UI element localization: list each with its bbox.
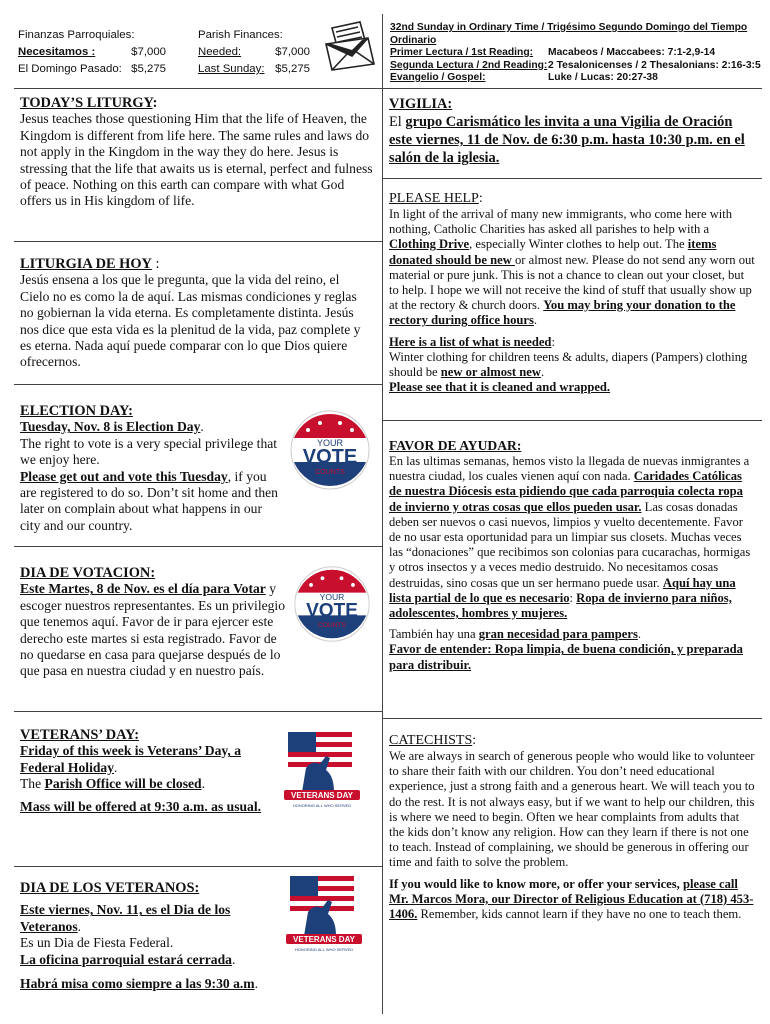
ayudar-title: FAVOR DE AYUDAR: <box>389 438 522 453</box>
election-body: The right to vote is a very special privilege that we enjoy here. <box>20 435 278 468</box>
section-dia-de-los-veteranos: DIA DE LOS VETERANOS: Este viernes, Nov. 11, es el Dia de los Veteranos. Es un Dia de Fiesta Federal. La oficina parroquial estará cerrada. Habrá misa como siempre a las 9:30 a.m. <box>20 880 282 992</box>
veterans-title: VETERANS’ DAY: <box>20 727 140 743</box>
section-vigilia: VIGILIA: El grupo Carismático les invita a una Vigilia de Oración este viernes, 11 de Nov. de 6:30 p.m. hasta 10:30 p.m. en el salón de la iglesia. <box>389 95 755 167</box>
section-please-help: PLEASE HELP: In light of the arrival of many new immigrants, who come here with nothing, Catholic Charities has asked all parishes to help with a Clothing Drive, especially Winter clothes to help out. The items donated should be new or almost new. Please do not send any worn out material or pure junk. This is not a chance to clean out your closet, but to help. I hope we will not receive the kind of stuff that usually show up at the rectory & church doors. You may bring your donation to the rectory during office hours. Here is a list of what is needed: Winter clothing for children teens & adults, diapers (Pampers) clothing should be new or almost new. Please see that it is cleaned and wrapped. <box>389 190 757 395</box>
veteranos-title: DIA DE LOS VETERANOS: <box>20 880 200 896</box>
svg-text:COUNTS: COUNTS <box>317 621 347 629</box>
catechists-title: CATECHISTS <box>389 733 473 748</box>
ayudar-entender: Favor de entender: Ropa limpia, de buena condición, y preparada para distribuir. <box>389 642 743 672</box>
section-catechists: CATECHISTS: We are always in search of generous people who would like to volunteer to share their faith with our children. You don’t need educational experience, just a strong faith and a generous heart. We will teach you to do the rest. It is not always easy, but if we want to help our children, this is where we need to begin. Often we hear complaints from adults that the kids don’t know any religion. How can they learn if there is not one to teach. Instead of complaining, we should be generous in offering our time and faith to solve the problem. If you would like to know more, or offer your services, please call Mr. Marcos Mora, our Director of Religious Education at (718) 453-1406. Remember, kids cannot learn if they have no one to teach them. <box>389 733 755 922</box>
ayudar-pampers: gran necesidad para pampers <box>478 627 638 642</box>
votacion-date: Este Martes, 8 de Nov. es el día para Votar <box>20 581 266 597</box>
svg-text:HONORING ALL WHO SERVED: HONORING ALL WHO SERVED <box>292 803 352 808</box>
reading-row <box>390 72 762 85</box>
svg-text:YOUR: YOUR <box>316 438 344 448</box>
svg-text:VOTE: VOTE <box>306 600 358 622</box>
vigilia-body: grupo Carismático les invita a una Vigilia de Oración este viernes, 11 de Nov. de 6:30 p.m. hasta 10:30 p.m. en el salón de la iglesia. <box>389 114 745 166</box>
veteranos-mass: Habrá misa como siempre a las 9:30 a.m <box>20 976 255 992</box>
section-veterans-day: VETERANS’ DAY: Friday of this week is Veterans’ Day, a Federal Holiday. The Parish Office will be closed. Mass will be offered at 9:30 a.m. as usual. <box>20 727 265 815</box>
finance-es-needed-value: $7,000 <box>131 46 166 58</box>
liturgy-title: TODAY’S LITURGY <box>20 95 153 111</box>
finance-es-needed-label: Necesitamos : <box>18 46 96 58</box>
veteranos-closed: La oficina parroquial estará cerrada <box>20 951 232 967</box>
svg-text:YOUR: YOUR <box>319 592 345 603</box>
veterans-mass: Mass will be offered at 9:30 a.m. as usual. <box>20 798 262 814</box>
section-favor-de-ayudar: FAVOR DE AYUDAR: En las ultimas semanas, hemos visto la llegada de nuevas inmigrantes a nuestra ciudad, los cuales vienen aquí con nada. Caridades Católicas de nuestra Diócesis esta pidiendo que cada parroquia colecta ropa de invierno y otras cosas que ellos pueden usar. Las cosas donadas deben ser nuevos o casi nuevos, limpios y vuelto decentemente. Favor de no usar esta oportunidad para un limpiar sus closets. Muchas veces las “donaciones” que recibimos son colonias para cucarachas, hormigas y otros insectos y a veces medio destruido. No necesitamos cosas destruidas, sino cosas que un ser hermano puede usar. Aquí hay una lista partial de lo que es necesario: Ropa de invierno para niños, adolescentes, hombres y mujeres. También hay una gran necesidad para pampers. Favor de entender: Ropa limpia, de buena condición, y preparada para distribuir. <box>389 438 755 673</box>
veterans-date: Friday of this week is Veterans’ Day, a Federal Holiday <box>20 743 242 775</box>
finance-en-needed-label: Needed: <box>198 46 242 58</box>
ayudar-caridades: Caridades Católicas de nuestra Diócesis esta pidiendo que cada parroquia colecta ropa de invierno y otras cosas que ellos pueden usar. <box>389 469 743 514</box>
help-items-new: items donated should be new <box>389 237 717 267</box>
reading-value: Macabeos / Maccabees: 7:1-2,9-14 <box>548 47 716 58</box>
help-clean: Please see that it is cleaned and wrapped. <box>389 380 611 395</box>
liturgia-title: LITURGIA DE HOY <box>20 256 152 272</box>
finance-es-last-label: El Domingo Pasado: <box>18 63 122 75</box>
svg-text:COUNTS: COUNTS <box>315 469 345 476</box>
veterans-office: Parish Office will be closed <box>44 776 202 792</box>
catechists-body: We are always in search of generous people who would like to volunteer to share their faith with our children. You don’t need educational experience, just a strong faith and a generous heart. We will teach you to do the rest. It is not always easy, but if we want to help our children, this is where we need to begin. Often we hear complaints from adults that the kids don’t know any religion. How can they learn if there is not one to teach. Instead of complaining, we should be generous in offering our time and faith to solve the problem. <box>389 749 755 870</box>
veteranos-date: Este viernes, Nov. 11, es el Dia de los Veteranos <box>20 902 231 934</box>
reading-label: Primer Lectura / 1st Reading: <box>390 47 534 58</box>
section-todays-liturgy: TODAY’S LITURGY: Jesus teaches those questioning Him that the life of Heaven, the Kingdom is different from life here. The same rules and laws do not apply in the Kingdom in the way they do here. Jesus is stressing that the life that awaits us is eternal, perfect and fulness of peace. Nothing on this earth can compare with what God offers us in His kingdom of life. <box>20 95 378 210</box>
veterans-logo-1 <box>282 730 362 815</box>
sunday-title: 32nd Sunday in Ordinary Time / Trigésimo Segundo Domingo del Tiempo Ordinario <box>390 22 748 46</box>
reading-value: Luke / Lucas: 20:27-38 <box>548 72 658 83</box>
help-clothing-drive: Clothing Drive <box>389 237 470 252</box>
help-new-or-almost: new or almost new <box>440 365 541 380</box>
reading-label: Evangelio / Gospel: <box>390 72 486 83</box>
help-title: PLEASE HELP <box>389 191 479 206</box>
section-election-day: ELECTION DAY: Tuesday, Nov. 8 is Election Day. The right to vote is a very special privilege that we enjoy here. Please get out and vote this Tuesday, if you are registered to do so. Don’t sit home and then later on complain about what happens in our city and our country. <box>20 403 282 534</box>
svg-text:VETERANS DAY: VETERANS DAY <box>291 791 353 800</box>
veteranos-body: Es un Dia de Fiesta Federal. <box>20 935 174 951</box>
help-list-label: Here is a list of what is needed <box>389 334 552 349</box>
votacion-title: DIA DE VOTACION: <box>20 565 156 581</box>
reading-label: Segunda Lectura / 2nd Reading: <box>390 59 548 71</box>
election-date: Tuesday, Nov. 8 is Election Day <box>20 419 201 435</box>
sunday-readings <box>390 22 762 85</box>
reading-value: 2 Tesalonicenses / 2 Thesalonians: 2:16-3:5 <box>548 59 761 71</box>
finance-es <box>18 27 166 78</box>
help-bring: You may bring your donation to the rectory during office hours <box>389 298 736 328</box>
finance-en-last-value: $5,275 <box>275 63 310 75</box>
catechists-call: please call Mr. Marcos Mora, our Director of Religious Education at (718) 453-1406. <box>389 876 754 922</box>
svg-text:VOTE: VOTE <box>302 446 358 468</box>
liturgia-body: Jesús ensena a los que le pregunta, que la vida del reino, el Cielo no es como la de aquí. Las mismas condiciones y reglas no gobiernan la vida eterna. Es completamente distinta. Jesús nos dice que esta vida es la plenitud de la vida, paz complete y es eterna. Nada aquí puede comparar con lo que Dios quiere ofrecernos. <box>20 272 361 370</box>
finance-en-last-label: Last Sunday: <box>198 63 265 75</box>
ayudar-ropa: Ropa de invierno para niños, adolescentes, hombres y mujeres. <box>389 590 732 621</box>
svg-text:HONORING ALL WHO SERVED: HONORING ALL WHO SERVED <box>294 947 354 952</box>
election-title: ELECTION DAY: <box>20 403 133 419</box>
vote-badge-2 <box>292 564 372 649</box>
vote-badge-1 <box>288 408 372 497</box>
liturgy-body: Jesus teaches those questioning Him that the life of Heaven, the Kingdom is different from life here. The same rules and laws do not apply in the Kingdom in the way they do here. Jesus is stressing that the life that awaits us is eternal, perfect and fulness of peace. Nothing on this earth can compare with what God offers us in His kingdom of life. <box>20 111 373 209</box>
finance-en-needed-value: $7,000 <box>275 46 310 58</box>
veterans-logo-2 <box>284 874 364 959</box>
svg-text:VETERANS DAY: VETERANS DAY <box>293 935 355 944</box>
vigilia-title: VIGILIA: <box>389 96 453 112</box>
finance-es-last-value: $5,275 <box>131 63 166 75</box>
election-cta: Please get out and vote this Tuesday <box>20 468 228 484</box>
envelope-icon <box>322 20 378 72</box>
section-dia-de-votacion: DIA DE VOTACION: Este Martes, 8 de Nov. es el día para Votar y escoger nuestros representantes. Es un privilegio que tenemos aquí. Favor de ir para ejercer este derecho este martes si esta registrado. Favor de no quedarse en casa para quejarse después de lo que pasa en nuestra ciudad y en nuestro país. <box>20 565 288 680</box>
finance-es-title: Finanzas Parroquiales: <box>18 29 135 41</box>
reading-row <box>390 47 762 60</box>
reading-row <box>390 60 762 73</box>
ayudar-lista: Aquí hay una lista partial de lo que es necesario <box>389 575 736 605</box>
section-liturgia-de-hoy: LITURGIA DE HOY : Jesús ensena a los que le pregunta, que la vida del reino, el Cielo no es como la de aquí. Las mismas condiciones y reglas no gobiernan la vida eterna. Es completamente distinta. Jesús nos dice que esta vida es la plenitud de la vida, paz complete y es eterna. Nada aquí puede comparar con lo que Dios quiere ofrecernos. <box>20 256 370 371</box>
finance-en-title: Parish Finances: <box>198 29 283 41</box>
finance-en <box>198 27 310 78</box>
